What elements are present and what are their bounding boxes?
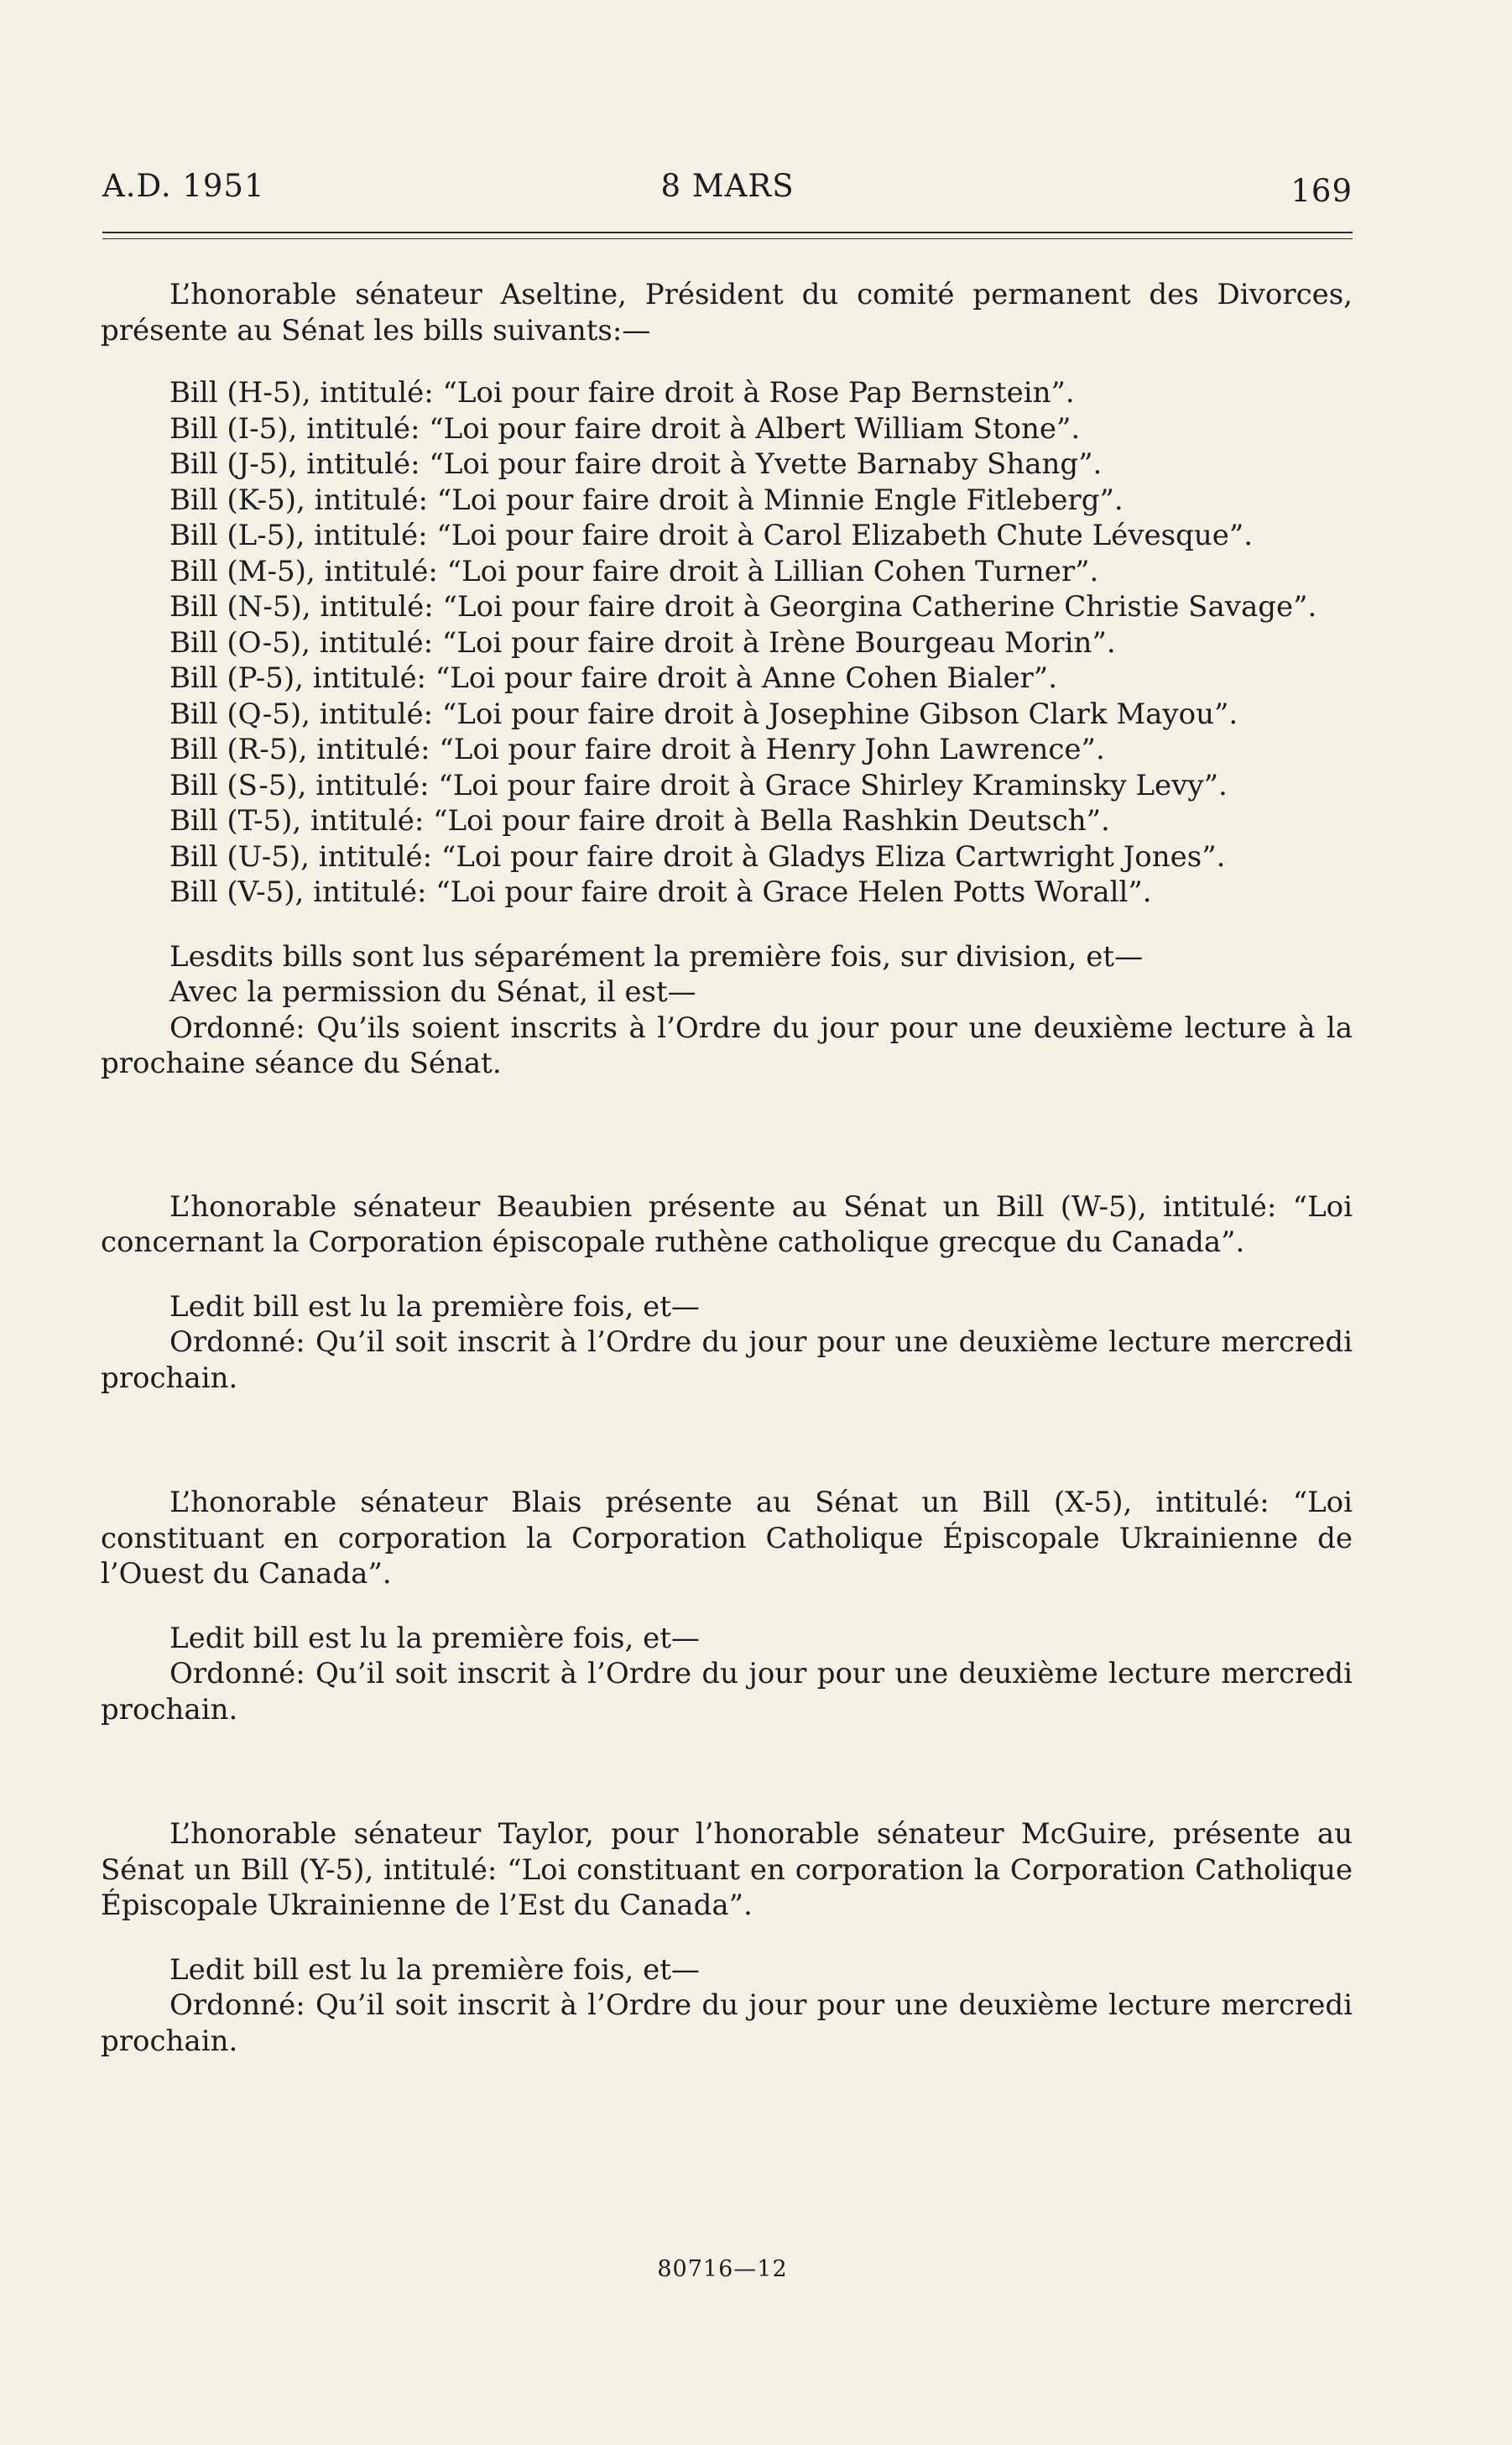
bill-o5: Bill (O-5), intitulé: “Loi pour faire droit à Irène Bourgeau Morin”. xyxy=(169,625,1116,660)
bill-n5: Bill (N-5), intitulé: “Loi pour faire droit à Georgina Catherine Christie Savage”. xyxy=(169,590,1317,624)
bill-q5: Bill (Q-5), intitulé: “Loi pour faire droit à Josephine Gibson Clark Mayou”. xyxy=(169,697,1238,731)
bill-k5: Bill (K-5), intitulé: “Loi pour faire droit à Minnie Engle Fitleberg”. xyxy=(169,483,1124,517)
bill-i5: Bill (I-5), intitulé: “Loi pour faire droit à Albert William Stone”. xyxy=(169,411,1081,446)
section1-reading: Lesdits bills sont lus séparément la première fois, sur division, et— xyxy=(169,939,1144,974)
section3-intro: L’honorable sénateur Blais présente au Sénat un Bill (X-5), intitulé: “Loi constituant en corporation la Corporation Catholique Épiscopale Ukrainienne de l’Ouest du Canada”. xyxy=(101,1486,1353,1591)
page-body xyxy=(101,277,1353,2059)
header-year: A.D. 1951 xyxy=(102,168,265,204)
section2-order: Ordonné: Qu’il soit inscrit à l’Ordre du jour pour une deuxième lecture mercredi prochain. xyxy=(101,1325,1353,1395)
section1-intro: L’honorable sénateur Aseltine, Président du comité permanent des Divorces, présente au Sénat les bills suivants:— xyxy=(101,278,1353,347)
bill-v5: Bill (V-5), intitulé: “Loi pour faire droit à Grace Helen Potts Worall”. xyxy=(169,875,1152,909)
section-bill-x5 xyxy=(101,1485,1353,1727)
bill-m5: Bill (M-5), intitulé: “Loi pour faire droit à Lillian Cohen Turner”. xyxy=(169,554,1099,588)
section1-permission: Avec la permission du Sénat, il est— xyxy=(169,975,696,1009)
section-bill-w5 xyxy=(101,1189,1353,1397)
bill-u5: Bill (U-5), intitulé: “Loi pour faire droit à Gladys Eliza Cartwright Jones”. xyxy=(169,839,1226,874)
bill-s5: Bill (S-5), intitulé: “Loi pour faire droit à Grace Shirley Kraminsky Levy”. xyxy=(169,768,1228,802)
section4-reading: Ledit bill est lu la première fois, et— xyxy=(169,1952,700,1987)
page-header xyxy=(102,168,1353,210)
bill-p5: Bill (P-5), intitulé: “Loi pour faire droit à Anne Cohen Bialer”. xyxy=(169,661,1058,695)
section4-intro: L’honorable sénateur Taylor, pour l’honorable sénateur McGuire, présente au Sénat un Bill (Y-5), intitulé: “Loi constituant en corporation la Corporation Catholique Épiscopale Ukrainienne de l’Est du Canada”. xyxy=(101,1817,1353,1922)
header-rule-bottom xyxy=(102,238,1353,239)
bill-h5: Bill (H-5), intitulé: “Loi pour faire droit à Rose Pap Bernstein”. xyxy=(169,376,1075,410)
header-date: 8 MARS xyxy=(660,168,795,204)
page-number: 169 xyxy=(1290,173,1353,209)
section2-intro: L’honorable sénateur Beaubien présente au Sénat un Bill (W-5), intitulé: “Loi concernant la Corporation épiscopale ruthène catholique grecque du Canada”. xyxy=(101,1189,1353,1259)
bill-r5: Bill (R-5), intitulé: “Loi pour faire droit à Henry John Lawrence”. xyxy=(169,733,1105,766)
section3-reading: Ledit bill est lu la première fois, et— xyxy=(169,1621,700,1655)
bill-l5: Bill (L-5), intitulé: “Loi pour faire droit à Carol Elizabeth Chute Lévesque”. xyxy=(169,519,1254,552)
section-bill-y5 xyxy=(101,1816,1353,2059)
bill-j5: Bill (J-5), intitulé: “Loi pour faire droit à Yvette Barnaby Shang”. xyxy=(169,447,1103,481)
section1-order: Ordonné: Qu’ils soient inscrits à l’Ordre du jour pour une deuxième lecture à la prochaine séance du Sénat. xyxy=(101,1011,1353,1080)
printer-code: 80716—12 xyxy=(657,2256,788,2282)
section4-order: Ordonné: Qu’il soit inscrit à l’Ordre du jour pour une deuxième lecture mercredi prochain. xyxy=(101,1988,1353,2058)
header-rule-top xyxy=(102,232,1353,233)
section3-order: Ordonné: Qu’il soit inscrit à l’Ordre du jour pour une deuxième lecture mercredi prochain. xyxy=(101,1657,1353,1727)
section2-reading: Ledit bill est lu la première fois, et— xyxy=(169,1289,700,1324)
section-divorce-bills xyxy=(101,277,1353,1082)
bill-t5: Bill (T-5), intitulé: “Loi pour faire droit à Bella Rashkin Deutsch”. xyxy=(169,804,1110,838)
